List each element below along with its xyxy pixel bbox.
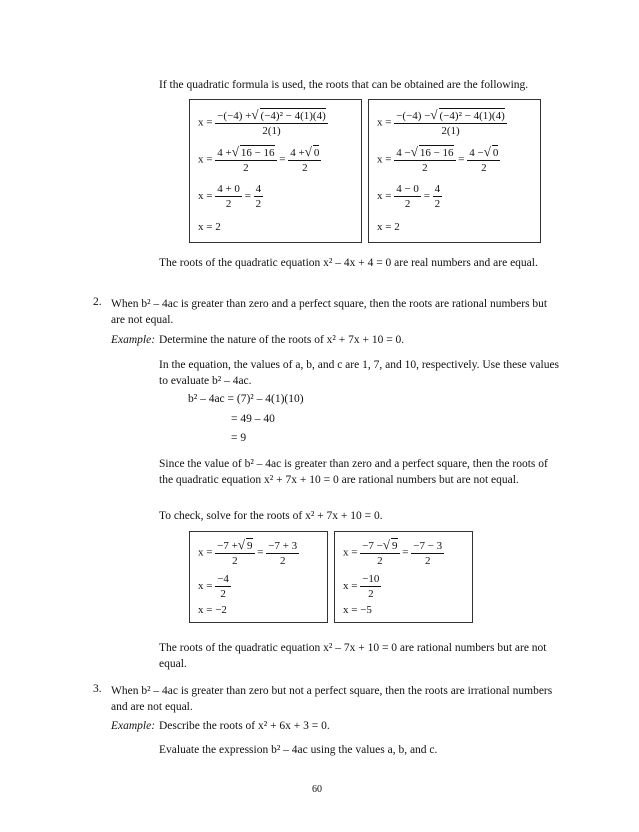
paragraph: Since the value of b² – 4ac is greater than zero and a perfect square, then the roots of the quadratic equation x² + 7x + 10 = 0 are rational numbers but are not equal.: [159, 458, 548, 486]
x-label: x =: [377, 153, 392, 166]
denominator: 2: [377, 555, 383, 567]
result-line: x = −5: [343, 604, 372, 616]
equation-line: [377, 108, 507, 138]
fraction: [288, 145, 321, 175]
radical-icon: √: [430, 107, 438, 122]
radical-icon: √: [382, 537, 391, 552]
numerator-term: 4 +: [290, 147, 305, 159]
radicand: (−4)² − 4(1)(4): [260, 110, 326, 122]
solution-box-left: [189, 99, 362, 243]
paragraph: In the equation, the values of a, b, and c are 1, 7, and 10, respectively. Use these values to evaluate b² – 4ac.: [159, 359, 560, 387]
radical-icon: √: [483, 144, 491, 159]
equals-sign: =: [279, 153, 286, 166]
equals-sign: =: [244, 190, 251, 203]
example-label: Example:: [111, 720, 156, 732]
denominator: 2: [225, 198, 232, 210]
denominator: 2: [220, 588, 226, 600]
list-number: 2.: [93, 296, 102, 308]
numerator: −4: [217, 573, 229, 585]
list-item-text: When b² – 4ac is greater than zero and a perfect square, then the roots are rational numbers but are not equal.: [111, 298, 548, 326]
paragraph: Evaluate the expression b² – 4ac using the values a, b, and c.: [159, 744, 438, 756]
denominator: 2(1): [441, 125, 460, 137]
radical-icon: √: [237, 537, 246, 552]
denominator: 2: [302, 162, 308, 174]
equals-sign: =: [402, 546, 409, 559]
numerator: −7 − 3: [413, 539, 443, 552]
solution-box-right: [368, 99, 541, 243]
x-label: x =: [198, 116, 213, 129]
numerator: −10: [362, 573, 380, 585]
denominator: 2: [422, 162, 428, 174]
equation-line: [377, 182, 442, 211]
radicand: 16 − 16: [240, 147, 275, 159]
list-number: 3.: [93, 683, 102, 695]
x-label: x =: [343, 580, 358, 593]
numerator-term: 4 −: [469, 147, 484, 159]
numerator-term: −7 −: [362, 540, 383, 552]
fraction: [215, 145, 276, 175]
denominator: 2: [255, 198, 262, 210]
fraction: [254, 182, 264, 211]
equation-line: [343, 538, 444, 568]
fraction: [394, 108, 507, 138]
equation-line: [198, 538, 299, 568]
page-number: 60: [312, 784, 322, 795]
radicand: 0: [492, 147, 499, 159]
denominator: 2: [434, 198, 441, 210]
x-label: x =: [198, 580, 213, 593]
x-label: x =: [198, 546, 213, 559]
radical-icon: √: [304, 144, 312, 159]
example-label: Example:: [111, 334, 156, 346]
equation-line: [198, 145, 321, 175]
radical-icon: √: [231, 144, 239, 159]
equals-sign: =: [257, 546, 264, 559]
numerator-term: −(−4) +: [217, 110, 252, 122]
x-label: x =: [377, 116, 392, 129]
fraction: [360, 538, 399, 568]
numerator: −7 + 3: [268, 539, 298, 552]
fraction: [467, 145, 500, 175]
calculation-line: = 49 – 40: [231, 413, 275, 425]
x-label: x =: [198, 190, 213, 203]
equation-line: [198, 108, 328, 138]
fraction: [215, 108, 328, 138]
denominator: 2(1): [262, 125, 281, 137]
numerator: 4: [434, 183, 441, 195]
intro-text: If the quadratic formula is used, the roots that can be obtained are the following.: [159, 79, 529, 91]
radicand: (−4)² − 4(1)(4): [439, 110, 505, 122]
numerator: 4 − 0: [396, 183, 419, 195]
equation-line: [198, 572, 231, 601]
fraction: [394, 145, 455, 175]
numerator-term: −(−4) −: [396, 110, 431, 122]
fraction: [266, 539, 299, 568]
radicand: 9: [392, 540, 398, 552]
numerator: 4: [255, 183, 262, 195]
equals-sign: =: [423, 190, 430, 203]
denominator: 2: [481, 162, 487, 174]
conclusion-paragraph: The roots of the quadratic equation x² – 7x + 10 = 0 are rational numbers but are not equal.: [159, 642, 547, 670]
denominator: 2: [424, 554, 431, 567]
conclusion-paragraph: The roots of the quadratic equation x² – 4x + 4 = 0 are real numbers and are equal.: [159, 257, 538, 269]
fraction: [215, 538, 254, 568]
denominator: 2: [232, 555, 238, 567]
fraction: [394, 182, 421, 211]
fraction: [411, 539, 444, 568]
x-label: x =: [377, 190, 392, 203]
radical-icon: √: [410, 144, 418, 159]
x-label: x =: [198, 153, 213, 166]
calculation-line: b² – 4ac = (7)² – 4(1)(10): [188, 393, 304, 405]
example-text: Describe the roots of x² + 6x + 3 = 0.: [159, 720, 330, 732]
equation-line: [343, 572, 381, 601]
x-label: x =: [343, 546, 358, 559]
fraction: [215, 182, 242, 211]
numerator-term: 4 +: [217, 147, 232, 159]
radicand: 16 − 16: [419, 147, 454, 159]
equals-sign: =: [458, 153, 465, 166]
numerator: 4 + 0: [217, 183, 240, 195]
denominator: 2: [404, 198, 411, 210]
radicand: 9: [247, 540, 253, 552]
radical-icon: √: [251, 107, 259, 122]
numerator-term: −7 +: [217, 540, 238, 552]
denominator: 2: [368, 588, 374, 600]
example-text: Determine the nature of the roots of x² + 7x + 10 = 0.: [159, 334, 405, 346]
solution-box-left: [189, 531, 328, 623]
solution-box-right: [334, 531, 473, 623]
denominator: 2: [279, 554, 286, 567]
fraction: [360, 572, 381, 601]
calculation-line: = 9: [231, 432, 247, 444]
equation-line: [198, 182, 263, 211]
result-line: x = −2: [198, 604, 227, 616]
result-line: x = 2: [198, 221, 221, 233]
fraction: [433, 182, 443, 211]
fraction: [215, 572, 231, 601]
paragraph: To check, solve for the roots of x² + 7x + 10 = 0.: [159, 510, 383, 522]
radicand: 0: [313, 147, 320, 159]
result-line: x = 2: [377, 221, 400, 233]
equation-line: [377, 145, 500, 175]
denominator: 2: [243, 162, 249, 174]
list-item-text: When b² – 4ac is greater than zero but not a perfect square, then the roots are irrational numbers and are not equal.: [111, 685, 553, 713]
numerator-term: 4 −: [396, 147, 411, 159]
